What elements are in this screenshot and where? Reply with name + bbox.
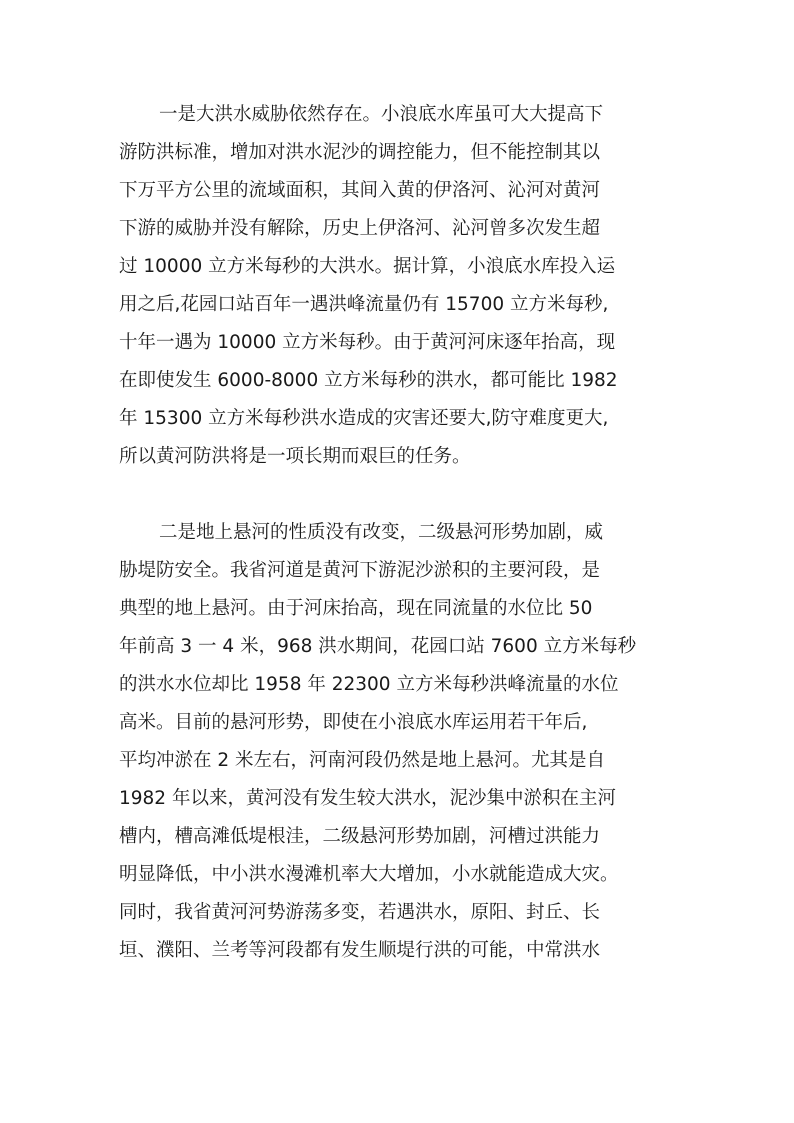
paragraph-line: 游防洪标准，增加对洪水泥沙的调控能力，但不能控制其以 — [119, 142, 601, 163]
paragraph-line: 年前高 3 一 4 米，968 洪水期间，花园口站 7600 立方米每秒 — [119, 636, 637, 657]
paragraph-line: 二是地上悬河的性质没有改变，二级悬河形势加剧，威 — [159, 522, 604, 543]
paragraph-line: 明显降低，中小洪水漫滩机率大大增加，小水就能造成大灾。 — [119, 864, 619, 885]
paragraph-line: 同时，我省黄河河势游荡多变，若遇洪水，原阳、封丘、长 — [119, 902, 601, 923]
paragraph-line: 十年一遇为 10000 立方米每秒。由于黄河河床逐年抬高，现 — [119, 332, 616, 353]
paragraph-line: 1982 年以来，黄河没有发生较大洪水，泥沙集中淤积在主河 — [119, 788, 616, 809]
paragraph-line: 年 15300 立方米每秒洪水造成的灾害还要大,防守难度更大, — [119, 408, 609, 429]
paragraph-line: 平均冲淤在 2 米左右，河南河段仍然是地上悬河。尤其是自 — [119, 750, 606, 771]
paragraph-line: 垣、濮阳、兰考等河段都有发生顺堤行洪的可能，中常洪水 — [119, 940, 601, 961]
paragraph-line: 所以黄河防洪将是一项长期而艰巨的任务。 — [119, 446, 471, 467]
paragraph-line: 典型的地上悬河。由于河床抬高，现在同流量的水位比 50 — [119, 598, 593, 619]
paragraph-line: 高米。目前的悬河形势，即使在小浪底水库运用若干年后, — [119, 712, 588, 733]
paragraph-line: 下万平方公里的流域面积，其间入黄的伊洛河、沁河对黄河 — [119, 180, 601, 201]
paragraph-line: 过 10000 立方米每秒的大洪水。据计算，小浪底水库投入运 — [119, 256, 616, 277]
paragraph-line: 在即使发生 6000-8000 立方米每秒的洪水，都可能比 1982 — [119, 370, 618, 391]
paragraph-line: 的洪水水位却比 1958 年 22300 立方米每秒洪峰流量的水位 — [119, 674, 619, 695]
paragraph-line: 下游的威胁并没有解除，历史上伊洛河、沁河曾多次发生超 — [119, 218, 601, 239]
paragraph-line: 用之后,花园口站百年一遇洪峰流量仍有 15700 立方米每秒, — [119, 294, 609, 315]
paragraph-line: 一是大洪水威胁依然存在。小浪底水库虽可大大提高下 — [159, 104, 604, 125]
paragraph-line: 槽内，槽高滩低堤根洼，二级悬河形势加剧，河槽过洪能力 — [119, 826, 601, 847]
paragraph-line: 胁堤防安全。我省河道是黄河下游泥沙淤积的主要河段，是 — [119, 560, 601, 581]
